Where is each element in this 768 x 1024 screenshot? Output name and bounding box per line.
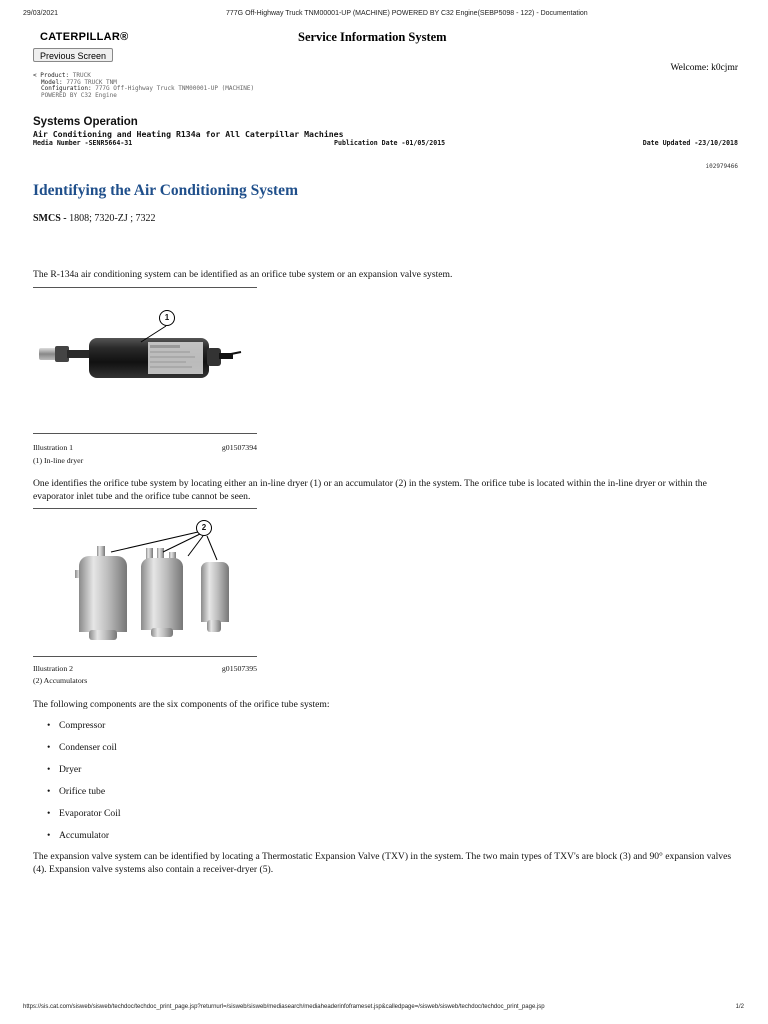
expansion-paragraph: The expansion valve system can be identified by locating a Thermostatic Expansion Valve (TXV) in the system. The two main types of TXV's are block (3) and 90° expansion valves (4). Expansion valve systems also contain a receiver-dryer (5). [33, 851, 732, 875]
components-intro: The following components are the six components of the orifice tube system: [33, 699, 330, 710]
figure-bottom-rule [33, 656, 257, 657]
figure-bottom-rule [33, 433, 257, 434]
product-label: Product: [40, 72, 70, 79]
media-number: Media Number -SENR5664-31 [33, 139, 133, 147]
configuration-label: Configuration: [41, 85, 92, 93]
page-heading: Identifying the Air Conditioning System [33, 182, 298, 199]
illustration-1-graphic-id: g01507394 [221, 443, 257, 452]
print-title: 777G Off-Highway Truck TNM00001-UP (MACHINE) POWERED BY C32 Engine(SEBP5098 - 122) - Documentation [226, 10, 588, 17]
callout-2: 2 [196, 520, 212, 536]
list-item: • Orifice tube [49, 786, 121, 808]
caterpillar-logo: CATERPILLAR® [40, 31, 129, 43]
illustration-2-image [33, 512, 257, 654]
figure-top-rule [33, 287, 257, 288]
previous-screen-button[interactable]: Previous Screen [33, 48, 113, 62]
list-item: • Dryer [49, 764, 121, 786]
list-item: • Accumulator [49, 830, 121, 852]
list-item: • Compressor [49, 720, 121, 742]
list-item: • Condenser coil [49, 742, 121, 764]
back-arrow-icon[interactable]: < [33, 72, 37, 79]
document-id: i02979466 [705, 163, 738, 170]
product-info [33, 73, 254, 99]
print-date: 29/03/2021 [23, 10, 59, 17]
configuration-value: 777G Off-Highway Truck TNM00001-UP (MACHINE) [95, 85, 255, 93]
intro-paragraph: The R-134a air conditioning system can be identified as an orifice tube system or an expansion valve system. [33, 269, 453, 280]
illustration-1-caption [33, 442, 257, 454]
illustration-1-legend: (1) In-line dryer [33, 456, 84, 465]
accumulators-graphic [33, 512, 257, 654]
site-title: Service Information System [298, 30, 447, 44]
model-label: Model: [41, 78, 63, 86]
date-updated: Date Updated -23/10/2018 [642, 139, 738, 147]
publication-date: Publication Date -01/05/2015 [334, 139, 446, 147]
inline-dryer-graphic [33, 290, 257, 430]
illustration-2-graphic-id: g01507395 [221, 664, 257, 673]
smcs-value: 1808; 7320-ZJ ; 7322 [69, 213, 156, 224]
illustration-1-image [33, 290, 257, 430]
smcs-label: SMCS - [33, 213, 67, 224]
product-value: TRUCK [72, 72, 91, 79]
document-title: Air Conditioning and Heating R134a for All Caterpillar Machines [33, 129, 344, 139]
smcs-codes [33, 213, 156, 224]
illustration-2-legend: (2) Accumulators [33, 676, 88, 685]
component-list [33, 720, 121, 852]
print-page-number: 1/2 [735, 1004, 744, 1010]
figure-top-rule [33, 508, 257, 509]
callout-1: 1 [159, 310, 175, 326]
model-value: 777G TRUCK TNM [66, 78, 117, 86]
configuration-value-line2: POWERED BY C32 Engine [41, 91, 117, 99]
print-url: https://sis.cat.com/sisweb/sisweb/techdoc/techdoc_print_page.jsp?returnurl=/sisweb/sisweb/mediasearch/mediaheaderinfoframeset.jsp&calledpage=/sisweb/sisweb/techdoc/techdoc_print_page.jsp [23, 1004, 545, 1010]
illustration-1-label: Illustration 1 [33, 443, 74, 452]
illustration-2-label: Illustration 2 [33, 664, 74, 673]
section-title: Systems Operation [33, 116, 138, 128]
welcome-text: Welcome: k0cjmr [670, 63, 738, 73]
orifice-paragraph: One identifies the orifice tube system by locating either an in-line dryer (1) or an accumulator (2) in the system. The orifice tube is located within the in-line dryer or within the evaporator inlet tube and the orifice tube cannot be seen. [33, 478, 707, 502]
illustration-2-caption [33, 663, 257, 675]
list-item: • Evaporator Coil [49, 808, 121, 830]
